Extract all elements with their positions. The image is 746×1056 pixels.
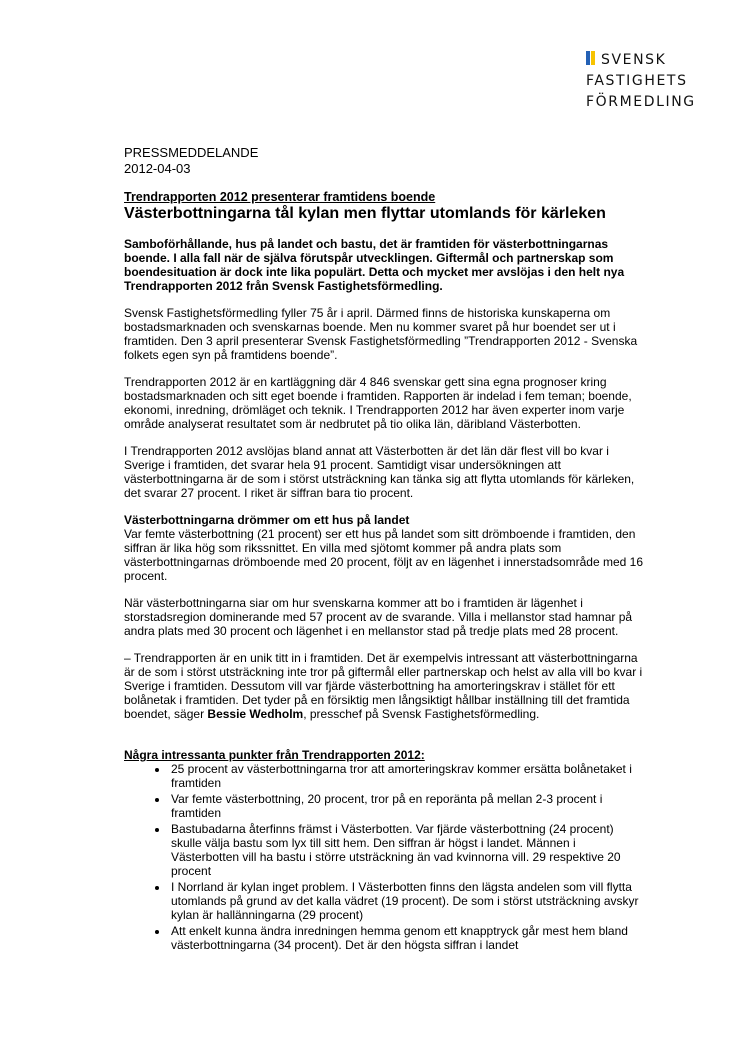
logo-text-formedling: FÖRMEDLING <box>586 94 696 110</box>
logo-line-1 <box>586 50 696 71</box>
list-item: • 25 procent av västerbottningarna tror att amorteringskrav kommer ersätta bolånetaket i framtiden <box>169 762 644 790</box>
paragraph-3: I Trendrapporten 2012 avslöjas bland annat att Västerbotten är det län där flest vill bo kvar i Sverige i framtiden, det svarar hela 91 procent. Samtidigt visar undersökningen att västerbottningarna är de som i störst utsträckning kan tänka sig att flytta utomlands för kärleken, det svarar 27 procent. I riket är siffran bara tio procent. <box>124 444 635 500</box>
company-logo <box>586 50 696 113</box>
quote-person: Bessie Wedholm <box>207 707 304 721</box>
paragraph-4: Var femte västerbottning (21 procent) ser ett hus på landet som sitt drömboende i framtiden, den siffran är lika hög som rikssnittet. En villa med sjötomt kommer på andra plats som västerbottningarnas drömboende med 20 procent, följt av en lägenhet i innerstadsområde med 16 procent. <box>124 527 643 583</box>
logo-text-svensk: SVENSK <box>601 52 667 68</box>
list-item: • Att enkelt kunna ändra inredningen hemma genom ett knapptryck går mest hem bland västerbottningarna (34 procent). Det är den högsta siffran i landet <box>169 924 644 952</box>
article-headline: Västerbottningarna tål kylan men flyttar utomlands för kärleken <box>124 205 606 222</box>
paragraph-2: Trendrapporten 2012 är en kartläggning där 4 846 svenskar gett sina egna prognoser kring bostadsmarknaden och sitt eget boende i framtiden. Rapporten är indelad i fem teman; boende, ekonomi, inredning, drömläget och teknik. I Trendrapporten 2012 har även experter inom varje område analyserat resultatet som är nedbrutet på tio olika län, däribland Västerbotten. <box>124 375 632 431</box>
quote-text: – Trendrapporten är en unik titt in i framtiden. Det är exempelvis intressant att västerbottningarna är de som i störst utsträckning inte tror på giftermål eller partnerskap och helst av alla vill bo kvar i Sverige i framtiden. Dessutom vill var fjärde västerbottning ha amorteringskrav i stället för ett bolånetak i framtiden. Det tyder på en försiktig men långsiktigt hållbar inställning till det framtida boendet, säger <box>124 651 643 721</box>
paragraph-1: Svensk Fastighetsförmedling fyller 75 år i april. Därmed finns de historiska kunskaperna om bostadsmarknaden och svenskarnas boende. Men nu kommer svaret på hur boendet ser ut i framtiden. Den 3 april presenterar Svensk Fastighetsförmedling ”Trendrapporten 2012 - Svenska folkets egen syn på framtidens boende”. <box>124 306 638 362</box>
document-type-label: PRESSMEDDELANDE <box>124 145 259 160</box>
list-heading: Några intressanta punkter från Trendrapporten 2012: <box>124 748 425 762</box>
key-points-list <box>124 762 644 952</box>
quote-attribution: , presschef på Svensk Fastighetsförmedling. <box>303 707 540 721</box>
press-release <box>124 145 644 954</box>
section-subheading: Västerbottningarna drömmer om ett hus på landet <box>124 513 410 527</box>
list-item: • I Norrland är kylan inget problem. I Västerbotten finns den lägsta andelen som vill flytta utomlands på grund av det kalla vädret (19 procent). De som i störst utsträckning avskyr kylan är hallänningarna (29 procent) <box>169 880 644 922</box>
release-date: 2012-04-03 <box>124 161 191 176</box>
article-lead: Samboförhållande, hus på landet och bastu, det är framtiden för västerbottningarnas boende. I alla fall när de själva förutspår utvecklingen. Giftermål och partnerskap som boendesituation är dock inte lika populärt. Detta och mycket mer avslöjas i den helt nya Trendrapporten 2012 från Svensk Fastighetsförmedling. <box>124 237 625 293</box>
swedish-flag-icon <box>586 51 595 65</box>
list-item: • Var femte västerbottning, 20 procent, tror på en reporänta på mellan 2-3 procent i framtiden <box>169 792 644 820</box>
quote-paragraph <box>124 651 644 721</box>
article-kicker: Trendrapporten 2012 presenterar framtidens boende <box>124 190 436 204</box>
list-item: • Bastubadarna återfinns främst i Västerbotten. Var fjärde västerbottning (24 procent) skulle välja bastu som lyx till sitt hem. Den siffran är högst i landet. Männen i Västerbotten vill ha bastu i större utsträckning än vad kvinnorna vill. 29 respektive 20 procent <box>169 822 644 878</box>
paragraph-5: När västerbottningarna siar om hur svenskarna kommer att bo i framtiden är lägenhet i storstadsregion dominerande med 57 procent av de svarande. Villa i mellanstor stad hamnar på andra plats med 30 procent och lägenhet i en mellanstor stad på tredje plats med 28 procent. <box>124 596 633 638</box>
logo-text-fastighets: FASTIGHETS <box>586 73 688 89</box>
